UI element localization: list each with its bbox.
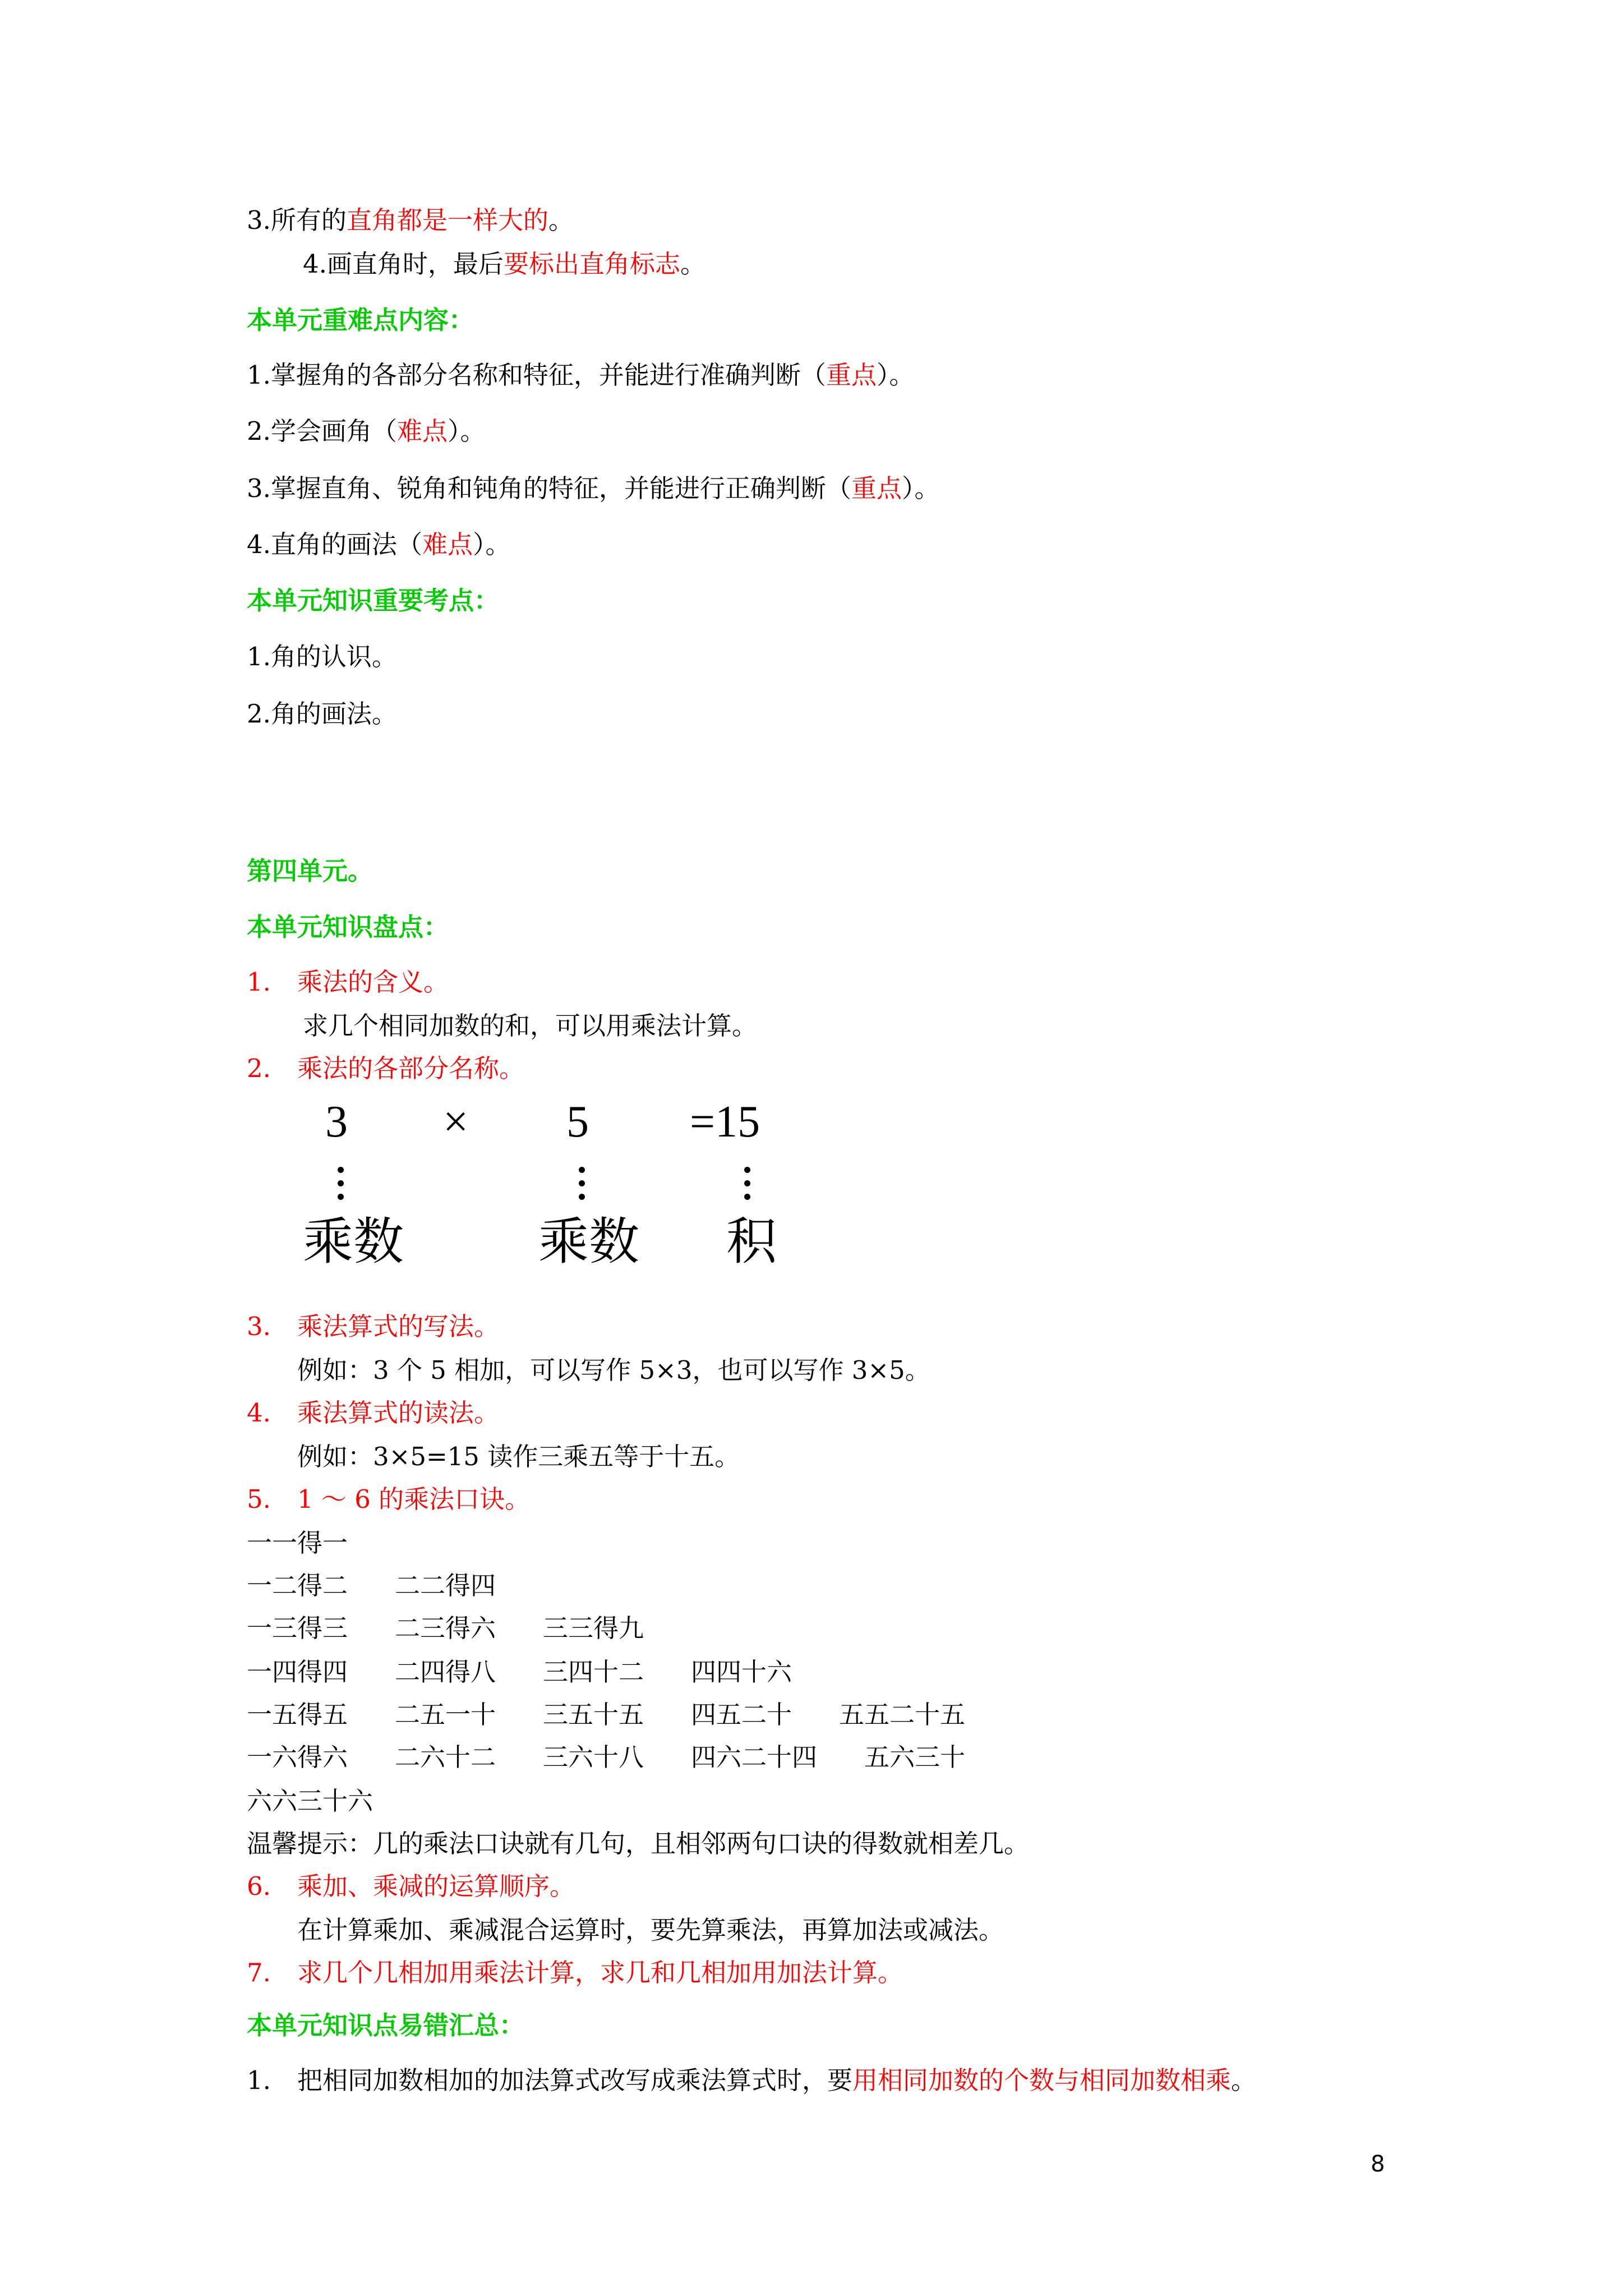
point-3-body: 例如：3 个 5 相加，可以写作 5×3，也可以写作 3×5。 [297, 1355, 930, 1385]
diagram-dots-a [338, 1167, 344, 1200]
point-6-title: 6. 乘加、乘减的运算顺序。 [247, 1871, 575, 1901]
errors-heading: 本单元知识点易错汇总： [247, 2010, 525, 2040]
difficult-item-4: 4.直角的画法（难点）。 [247, 530, 511, 559]
point-1-body: 求几个相同加数的和，可以用乘法计算。 [303, 1011, 758, 1041]
difficult-item-1: 1.掌握角的各部分名称和特征，并能进行准确判断（重点）。 [247, 360, 915, 390]
error-item-1: 1. 把相同加数相加的加法算式改写成乘法算式时，要用相同加数的个数与相同加数相乘。 [247, 2065, 1257, 2095]
table-row-3: 一三得三 二三得六 三三得九 [247, 1613, 644, 1643]
table-row-1: 一一得一 [247, 1528, 348, 1558]
multiplication-parts-diagram [303, 1099, 808, 1290]
diagram-times: × [443, 1097, 469, 1147]
rule-line-4: 4.画直角时，最后要标出直角标志。 [303, 249, 706, 279]
exam-item-2: 2.角的画法。 [247, 699, 397, 729]
point-2-title: 2. 乘法的各部分名称。 [247, 1053, 525, 1083]
exam-item-1: 1.角的认识。 [247, 642, 397, 671]
table-row-6: 一六得六 二六十二 三六十八 四六二十四 五六三十 [247, 1742, 966, 1772]
diagram-factor-a: 3 [325, 1097, 348, 1147]
table-row-4: 一四得四 二四得八 三四十二 四四十六 [247, 1657, 792, 1687]
point-5-title: 5. 1 ～ 6 的乘法口诀。 [247, 1484, 531, 1514]
diagram-label-b: 乘数 [538, 1214, 639, 1270]
diagram-label-result: 积 [726, 1214, 777, 1270]
point-1-title: 1. 乘法的含义。 [247, 967, 449, 997]
diagram-result: =15 [690, 1097, 760, 1147]
inventory-heading: 本单元知识盘点： [247, 912, 449, 942]
table-row-2: 一二得二 二二得四 [247, 1571, 496, 1600]
difficult-heading: 本单元重难点内容： [247, 305, 474, 335]
rule-line-3: 3.所有的直角都是一样大的。 [247, 205, 574, 235]
difficult-item-2: 2.学会画角（难点）。 [247, 416, 486, 446]
diagram-dots-b [579, 1167, 585, 1200]
point-3-title: 3. 乘法算式的写法。 [247, 1312, 500, 1341]
diagram-label-a: 乘数 [303, 1214, 404, 1270]
page-number: 8 [1371, 2151, 1385, 2177]
point-6-body: 在计算乘加、乘减混合运算时，要先算乘法，再算加法或减法。 [297, 1915, 1004, 1945]
diagram-factor-b: 5 [566, 1097, 589, 1147]
table-row-5: 一五得五 二五一十 三五十五 四五二十 五五二十五 [247, 1700, 966, 1729]
point-4-body: 例如：3×5=15 读作三乘五等于十五。 [297, 1442, 740, 1471]
exam-heading: 本单元知识重要考点： [247, 586, 500, 615]
difficult-item-3: 3.掌握直角、锐角和钝角的特征，并能进行正确判断（重点）。 [247, 473, 940, 503]
point-7-title: 7. 求几个几相加用乘法计算，求几和几相加用加法计算。 [247, 1958, 903, 1987]
tip-text: 温馨提示：几的乘法口诀就有几句，且相邻两句口诀的得数就相差几。 [247, 1829, 1030, 1858]
diagram-dots-result [744, 1167, 751, 1200]
table-row-7: 六六三十六 [247, 1786, 374, 1816]
point-4-title: 4. 乘法算式的读法。 [247, 1398, 500, 1428]
unit4-title: 第四单元。 [247, 856, 374, 886]
